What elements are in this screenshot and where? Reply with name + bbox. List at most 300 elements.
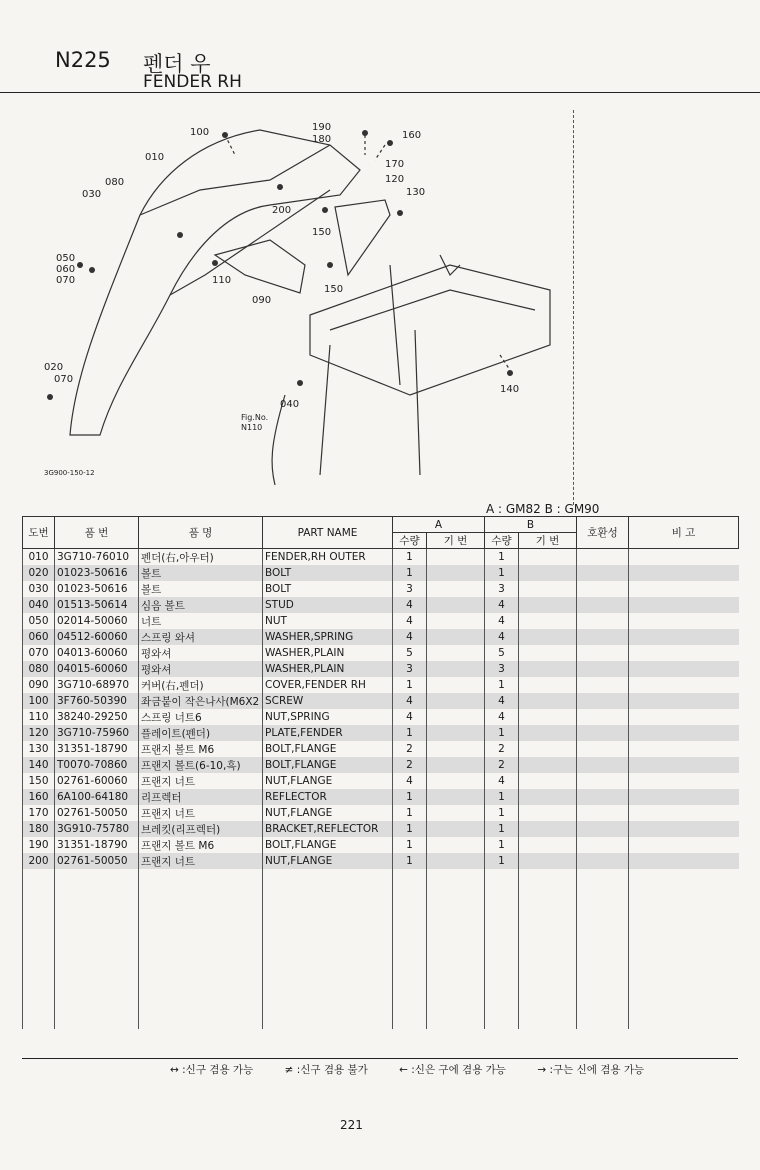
row-part-no: 6A100-64180 — [55, 789, 139, 805]
empty-cell — [23, 949, 55, 965]
row-base-b — [519, 629, 577, 645]
empty-cell — [427, 965, 485, 981]
table-row — [23, 645, 739, 661]
row-remark — [629, 725, 739, 741]
row-part-name: BOLT,FLANGE — [263, 741, 393, 757]
table-row — [23, 725, 739, 741]
empty-cell — [393, 901, 427, 917]
row-name-ko: 프랜지 볼트 M6 — [139, 741, 263, 757]
empty-cell — [519, 1013, 577, 1029]
table-row-empty — [23, 949, 739, 965]
row-base-a — [427, 789, 485, 805]
row-qty-a: 1 — [393, 821, 427, 837]
row-compat — [577, 581, 629, 597]
row-part-no: 02761-60060 — [55, 773, 139, 789]
row-ref-no: 180 — [23, 821, 55, 837]
header-qty-a: 수량 — [393, 533, 427, 549]
row-qty-b: 1 — [485, 853, 519, 869]
callout-130: 130 — [406, 187, 426, 198]
header-no: 도번 — [23, 517, 55, 549]
row-qty-b: 4 — [485, 709, 519, 725]
empty-cell — [427, 917, 485, 933]
empty-cell — [55, 981, 139, 997]
row-compat — [577, 661, 629, 677]
empty-cell — [23, 1013, 55, 1029]
row-name-ko: 볼트 — [139, 565, 263, 581]
row-base-a — [427, 821, 485, 837]
row-remark — [629, 853, 739, 869]
empty-cell — [519, 901, 577, 917]
empty-cell — [55, 901, 139, 917]
row-remark — [629, 757, 739, 773]
row-base-a — [427, 805, 485, 821]
empty-cell — [23, 933, 55, 949]
row-part-no: 01513-50614 — [55, 597, 139, 613]
row-remark — [629, 581, 739, 597]
row-name-ko: 스프링 와셔 — [139, 629, 263, 645]
header-part-no: 품 번 — [55, 517, 139, 549]
callout-090: 090 — [252, 295, 272, 306]
callout-040: 040 — [280, 399, 300, 410]
row-part-name: BOLT,FLANGE — [263, 837, 393, 853]
row-compat — [577, 709, 629, 725]
row-base-b — [519, 581, 577, 597]
empty-cell — [485, 917, 519, 933]
empty-cell — [393, 981, 427, 997]
row-qty-b: 2 — [485, 757, 519, 773]
table-row-empty — [23, 965, 739, 981]
empty-cell — [263, 949, 393, 965]
row-part-no: 3G910-75780 — [55, 821, 139, 837]
row-base-a — [427, 757, 485, 773]
table-row — [23, 549, 739, 566]
empty-cell — [629, 965, 739, 981]
row-ref-no: 130 — [23, 741, 55, 757]
row-qty-b: 3 — [485, 661, 519, 677]
empty-cell — [263, 885, 393, 901]
row-ref-no: 200 — [23, 853, 55, 869]
row-compat — [577, 629, 629, 645]
row-part-name: REFLECTOR — [263, 789, 393, 805]
row-part-no: 04015-60060 — [55, 661, 139, 677]
row-base-a — [427, 773, 485, 789]
legend-old-new: → :구는 신에 겸용 가능 — [537, 1064, 645, 1076]
row-base-b — [519, 645, 577, 661]
row-part-no: 02014-50060 — [55, 613, 139, 629]
row-part-name: NUT,FLANGE — [263, 805, 393, 821]
row-ref-no: 110 — [23, 709, 55, 725]
empty-cell — [55, 885, 139, 901]
row-qty-a: 4 — [393, 709, 427, 725]
table-row — [23, 805, 739, 821]
row-part-no: 01023-50616 — [55, 581, 139, 597]
header-rule — [0, 92, 760, 93]
header-base-a: 기 번 — [427, 533, 485, 549]
row-compat — [577, 549, 629, 566]
callout-200: 200 — [272, 205, 292, 216]
row-ref-no: 040 — [23, 597, 55, 613]
table-row — [23, 581, 739, 597]
callout-060: 060 — [56, 264, 76, 275]
row-ref-no: 050 — [23, 613, 55, 629]
empty-cell — [519, 949, 577, 965]
row-base-b — [519, 613, 577, 629]
empty-cell — [393, 933, 427, 949]
table-row-empty — [23, 901, 739, 917]
row-compat — [577, 741, 629, 757]
callout-140: 140 — [500, 384, 520, 395]
row-part-name: PLATE,FENDER — [263, 725, 393, 741]
header-remark: 비 고 — [629, 517, 739, 549]
row-part-no: 3G710-75960 — [55, 725, 139, 741]
row-base-a — [427, 581, 485, 597]
empty-cell — [263, 933, 393, 949]
row-ref-no: 030 — [23, 581, 55, 597]
row-part-no: 02761-50050 — [55, 853, 139, 869]
empty-cell — [427, 949, 485, 965]
row-base-a — [427, 661, 485, 677]
empty-cell — [629, 901, 739, 917]
table-row-empty — [23, 981, 739, 997]
empty-cell — [629, 917, 739, 933]
empty-cell — [485, 901, 519, 917]
row-part-no: 38240-29250 — [55, 709, 139, 725]
row-base-a — [427, 853, 485, 869]
empty-cell — [485, 949, 519, 965]
row-ref-no: 060 — [23, 629, 55, 645]
empty-cell — [427, 901, 485, 917]
empty-cell — [139, 1013, 263, 1029]
empty-cell — [263, 965, 393, 981]
empty-cell — [55, 1013, 139, 1029]
compatibility-legend — [170, 1062, 672, 1077]
row-base-a — [427, 613, 485, 629]
row-name-ko: 평와셔 — [139, 661, 263, 677]
table-row — [23, 757, 739, 773]
row-compat — [577, 789, 629, 805]
empty-cell — [139, 869, 263, 885]
callout-020: 020 — [44, 362, 64, 373]
row-qty-b: 3 — [485, 581, 519, 597]
row-qty-a: 4 — [393, 597, 427, 613]
row-name-ko: 프랜지 너트 — [139, 805, 263, 821]
row-qty-a: 3 — [393, 661, 427, 677]
row-base-b — [519, 661, 577, 677]
row-remark — [629, 613, 739, 629]
row-ref-no: 150 — [23, 773, 55, 789]
row-remark — [629, 773, 739, 789]
row-base-b — [519, 757, 577, 773]
row-base-b — [519, 789, 577, 805]
row-part-name: NUT,FLANGE — [263, 853, 393, 869]
table-row-empty — [23, 1013, 739, 1029]
callout-080: 080 — [105, 177, 125, 188]
empty-cell — [629, 997, 739, 1013]
row-part-name: NUT,SPRING — [263, 709, 393, 725]
empty-cell — [485, 885, 519, 901]
callout-180: 180 — [312, 134, 332, 145]
empty-cell — [139, 933, 263, 949]
row-part-no: T0070-70860 — [55, 757, 139, 773]
row-name-ko: 브레킷(리프렉터) — [139, 821, 263, 837]
empty-cell — [629, 933, 739, 949]
empty-cell — [519, 885, 577, 901]
row-name-ko: 리프렉터 — [139, 789, 263, 805]
empty-cell — [139, 885, 263, 901]
empty-cell — [577, 869, 629, 885]
row-qty-b: 1 — [485, 837, 519, 853]
empty-cell — [427, 869, 485, 885]
row-base-b — [519, 693, 577, 709]
header-group-a: A — [393, 517, 485, 533]
empty-cell — [519, 869, 577, 885]
table-row — [23, 741, 739, 757]
row-compat — [577, 693, 629, 709]
empty-cell — [23, 997, 55, 1013]
row-remark — [629, 789, 739, 805]
empty-cell — [577, 917, 629, 933]
empty-cell — [629, 949, 739, 965]
row-remark — [629, 629, 739, 645]
empty-cell — [519, 965, 577, 981]
table-row — [23, 837, 739, 853]
row-base-b — [519, 677, 577, 693]
table-row — [23, 773, 739, 789]
empty-cell — [485, 933, 519, 949]
row-qty-a: 4 — [393, 613, 427, 629]
empty-cell — [519, 933, 577, 949]
row-name-ko: 플레이트(펜더) — [139, 725, 263, 741]
empty-cell — [427, 997, 485, 1013]
page-number: 221 — [340, 1118, 363, 1132]
empty-cell — [577, 949, 629, 965]
row-base-a — [427, 549, 485, 566]
empty-cell — [485, 981, 519, 997]
page-title-english: FENDER RH — [143, 72, 242, 92]
row-part-name: COVER,FENDER RH — [263, 677, 393, 693]
row-remark — [629, 597, 739, 613]
row-remark — [629, 805, 739, 821]
empty-cell — [23, 917, 55, 933]
fig-ref: Fig.No. — [241, 413, 269, 422]
callout-150a: 150 — [312, 227, 332, 238]
row-part-name: BOLT — [263, 581, 393, 597]
table-row-empty — [23, 885, 739, 901]
row-base-b — [519, 709, 577, 725]
callout-010: 010 — [145, 152, 165, 163]
empty-cell — [485, 997, 519, 1013]
exploded-parts-diagram — [30, 115, 575, 495]
row-qty-a: 3 — [393, 581, 427, 597]
row-qty-b: 4 — [485, 629, 519, 645]
row-part-name: NUT — [263, 613, 393, 629]
table-row-empty — [23, 933, 739, 949]
table-row — [23, 677, 739, 693]
empty-cell — [519, 917, 577, 933]
row-name-ko: 평와셔 — [139, 645, 263, 661]
model-note: A : GM82 B : GM90 — [486, 502, 600, 516]
row-ref-no: 090 — [23, 677, 55, 693]
table-row — [23, 661, 739, 677]
empty-cell — [577, 1013, 629, 1029]
empty-cell — [263, 981, 393, 997]
empty-cell — [629, 885, 739, 901]
empty-cell — [55, 997, 139, 1013]
table-row — [23, 597, 739, 613]
row-base-b — [519, 853, 577, 869]
table-row-empty — [23, 869, 739, 885]
empty-cell — [427, 885, 485, 901]
empty-cell — [23, 869, 55, 885]
row-ref-no: 020 — [23, 565, 55, 581]
empty-cell — [577, 965, 629, 981]
table-row — [23, 613, 739, 629]
row-qty-b: 4 — [485, 693, 519, 709]
row-remark — [629, 821, 739, 837]
row-qty-b: 1 — [485, 821, 519, 837]
table-row — [23, 821, 739, 837]
row-compat — [577, 773, 629, 789]
empty-cell — [577, 981, 629, 997]
row-ref-no: 070 — [23, 645, 55, 661]
empty-cell — [427, 981, 485, 997]
empty-cell — [393, 917, 427, 933]
header-group-b: B — [485, 517, 577, 533]
row-name-ko: 펜더(右,아우터) — [139, 549, 263, 566]
empty-cell — [139, 965, 263, 981]
row-base-a — [427, 645, 485, 661]
row-name-ko: 프랜지 너트 — [139, 773, 263, 789]
row-qty-b: 4 — [485, 613, 519, 629]
row-ref-no: 190 — [23, 837, 55, 853]
row-compat — [577, 837, 629, 853]
empty-cell — [427, 933, 485, 949]
row-part-name: SCREW — [263, 693, 393, 709]
row-compat — [577, 565, 629, 581]
callout-190: 190 — [312, 122, 332, 133]
row-remark — [629, 741, 739, 757]
row-part-no: 3F760-50390 — [55, 693, 139, 709]
row-qty-a: 1 — [393, 789, 427, 805]
callout-170: 170 — [385, 159, 405, 170]
row-remark — [629, 709, 739, 725]
row-base-b — [519, 773, 577, 789]
row-base-b — [519, 549, 577, 566]
table-bottom-rule — [22, 1058, 738, 1059]
table-row — [23, 629, 739, 645]
callout-100: 100 — [190, 127, 210, 138]
row-part-no: 04512-60060 — [55, 629, 139, 645]
row-base-a — [427, 677, 485, 693]
empty-cell — [55, 917, 139, 933]
row-name-ko: 프랜지 너트 — [139, 853, 263, 869]
row-remark — [629, 645, 739, 661]
row-ref-no: 100 — [23, 693, 55, 709]
row-part-name: WASHER,SPRING — [263, 629, 393, 645]
row-base-a — [427, 741, 485, 757]
row-compat — [577, 613, 629, 629]
empty-cell — [485, 1013, 519, 1029]
callout-070a: 070 — [56, 275, 76, 286]
row-part-name: WASHER,PLAIN — [263, 661, 393, 677]
empty-cell — [629, 981, 739, 997]
empty-cell — [139, 981, 263, 997]
table-row-empty — [23, 917, 739, 933]
row-compat — [577, 853, 629, 869]
empty-cell — [393, 997, 427, 1013]
empty-cell — [263, 901, 393, 917]
row-qty-b: 1 — [485, 805, 519, 821]
empty-cell — [23, 965, 55, 981]
empty-cell — [23, 981, 55, 997]
row-qty-a: 1 — [393, 837, 427, 853]
row-name-ko: 좌금붙이 작은나사(M6X2 — [139, 693, 263, 709]
legend-none: ≠ :신구 겸용 불가 — [284, 1064, 368, 1076]
empty-cell — [263, 1013, 393, 1029]
row-ref-no: 010 — [23, 549, 55, 566]
row-qty-b: 2 — [485, 741, 519, 757]
callout-070b: 070 — [54, 374, 74, 385]
empty-cell — [577, 901, 629, 917]
empty-cell — [427, 1013, 485, 1029]
empty-cell — [393, 1013, 427, 1029]
row-ref-no: 170 — [23, 805, 55, 821]
row-qty-b: 4 — [485, 597, 519, 613]
empty-cell — [55, 869, 139, 885]
row-part-name: BOLT,FLANGE — [263, 757, 393, 773]
empty-cell — [393, 965, 427, 981]
diagram-code: 3G900-150-12 — [44, 469, 95, 477]
legend-new-old: ← :신은 구에 겸용 가능 — [399, 1064, 506, 1076]
parts-table — [22, 516, 738, 1029]
row-qty-a: 1 — [393, 549, 427, 566]
row-qty-a: 1 — [393, 677, 427, 693]
row-part-no: 02761-50050 — [55, 805, 139, 821]
row-remark — [629, 661, 739, 677]
table-row — [23, 565, 739, 581]
row-ref-no: 080 — [23, 661, 55, 677]
table-row-empty — [23, 997, 739, 1013]
row-part-name: BOLT — [263, 565, 393, 581]
table-row — [23, 853, 739, 869]
row-compat — [577, 805, 629, 821]
header-base-b: 기 번 — [519, 533, 577, 549]
row-name-ko: 볼트 — [139, 581, 263, 597]
row-compat — [577, 597, 629, 613]
callout-050: 050 — [56, 253, 76, 264]
row-remark — [629, 837, 739, 853]
callout-110: 110 — [212, 275, 232, 286]
row-ref-no: 120 — [23, 725, 55, 741]
row-name-ko: 너트 — [139, 613, 263, 629]
empty-cell — [393, 949, 427, 965]
row-part-name: NUT,FLANGE — [263, 773, 393, 789]
empty-cell — [23, 885, 55, 901]
row-base-b — [519, 725, 577, 741]
header-name-ko: 품 명 — [139, 517, 263, 549]
row-base-a — [427, 837, 485, 853]
empty-cell — [485, 965, 519, 981]
row-qty-b: 1 — [485, 725, 519, 741]
page-title-korean: 펜더 우 — [143, 52, 211, 76]
row-name-ko: 프랜지 볼트 M6 — [139, 837, 263, 853]
row-name-ko: 스프링 너트6 — [139, 709, 263, 725]
row-compat — [577, 725, 629, 741]
empty-cell — [629, 1013, 739, 1029]
row-qty-a: 2 — [393, 757, 427, 773]
row-base-a — [427, 725, 485, 741]
row-part-no: 3G710-76010 — [55, 549, 139, 566]
